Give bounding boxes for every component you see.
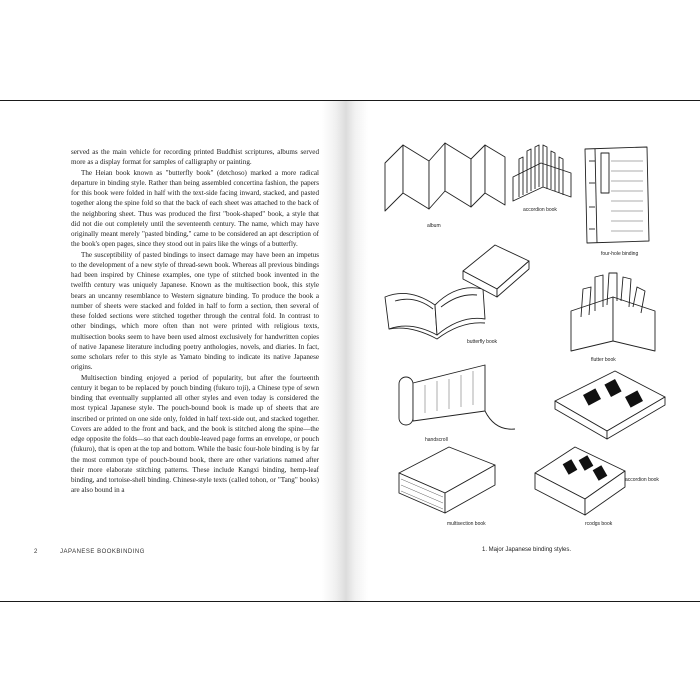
figure-caption: 1. Major Japanese binding styles. <box>482 547 572 553</box>
left-page <box>0 101 345 601</box>
label-handscroll: handscroll <box>425 437 448 443</box>
page-footer <box>34 549 145 555</box>
label-flutter-book: flutter book <box>591 357 616 363</box>
accordion-book-illustration <box>513 145 571 201</box>
accordion-book-2-illustration <box>555 371 665 439</box>
label-multisection-book: multisection book <box>447 521 486 527</box>
paragraph: served as the main vehicle for recording printed Buddhist scriptures, albums served more as a display format for samples of calligraphy or painting. <box>71 148 319 167</box>
page-number: 2 <box>34 549 38 555</box>
multisection-book-illustration <box>399 447 495 513</box>
binding-styles-illustration <box>345 101 700 601</box>
flutter-book-illustration <box>571 273 655 351</box>
butterfly-book-illustration <box>385 288 485 339</box>
running-head: JAPANESE BOOKBINDING <box>60 549 145 555</box>
handscroll-illustration <box>399 365 515 429</box>
four-hole-binding-illustration <box>585 147 649 243</box>
rcodgs-book-illustration <box>535 447 625 515</box>
label-four-hole-binding: four-hole binding <box>601 251 639 257</box>
paragraph: The Heian book known as "butterfly book" (detchoso) marked a more radical departure in binding style. Rather than being assembled concertina fashion, the papers for this book were folded in half with the text-side facing inward, stacked, and pasted together along the spine fold so that the back of each sheet was attached to the back of the neighboring sheet. Thus was produced the first "book-shaped" book, a style that did not die out completely until the seventeenth century. The name, which may have originally meant merely "pasted binding," came to be considered an apt description of the book's open pages, since they stood out in pairs like the wings of a butterfly. <box>71 168 319 249</box>
label-album: album <box>427 223 441 229</box>
right-page <box>345 101 700 601</box>
label-rcodgs-book: rcodgs book <box>585 521 613 527</box>
book-spread <box>0 100 700 602</box>
body-text <box>71 147 319 496</box>
paragraph: The susceptibility of pasted bindings to insect damage may have been an impetus to the development of a new style of thread-sewn book. Whereas all previous bindings had been inspired by Chinese examples, one type of stitched book invented in the twelfth century was uniquely Japanese. Known as the multisection book, this style bears an uncanny resemblance to Western signature binding. To produce the book a number of sheets were stacked and folded in half to form a section, then several of these folded sections were stitched together through the central fold. In contrast to other bindings, which more often than not were printed with religious texts, multisection books seem to have been used almost exclusively for handwritten copies of native Japanese literature including poetry anthologies, novels, and diaries. In fact, some scholars refer to this style as Yamato binding to indicate its native Japanese origins. <box>71 250 319 372</box>
album-illustration <box>385 143 505 211</box>
label-butterfly-book: butterfly book <box>467 339 498 345</box>
label-accordion-book-2: accordion book <box>625 477 659 483</box>
label-accordion-book: accordion book <box>523 207 557 213</box>
paragraph: Multisection binding enjoyed a period of popularity, but after the fourteenth century it began to be replaced by pouch binding (fukuro toji), a Chinese type of sewn binding that eventually supplanted all other styles and even today is considered the most typical Japanese style. The pouch-bound book is made up of sheets that are inscribed or printed on one side only, folded in half text-side out, and stacked together. Covers are added to the front and back, and the book is stitched along the spine—the edge opposite the folds—so that each double-leaved page forms an envelope, or pouch (fukuro), that is open at the top and bottom. While the basic four-hole binding is by far the most common type of pouch-bound book, there are other variations named after their more elaborate stitching patterns. These include Kangxi binding, hemp-leaf binding, and tortoise-shell binding. Chinese-style texts (called tohon, or "Tang" books) are also bound in a <box>71 373 319 495</box>
